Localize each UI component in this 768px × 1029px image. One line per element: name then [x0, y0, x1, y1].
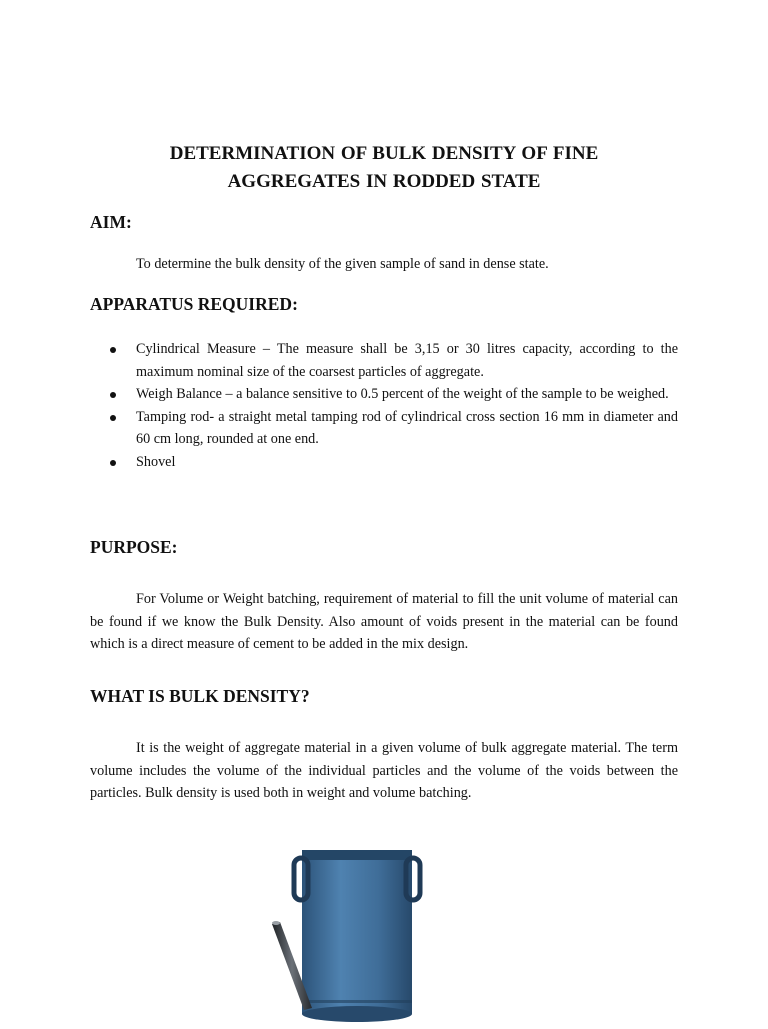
cylinder-body — [302, 850, 412, 1022]
aim-text — [90, 253, 678, 276]
list-item-text: Cylindrical Measure – The measure shall be 3,15 or 30 litres capacity, according to the maximum nominal size of the coarsest particles of aggregate. — [136, 341, 678, 380]
title-line-1: DETERMINATION OF BULK DENSITY OF FINE — [169, 143, 599, 164]
bullet-icon — [110, 460, 116, 466]
apparatus-heading: APPARATUS REQUIRED: — [90, 294, 298, 314]
bulk-density-text — [90, 737, 678, 805]
list-item-text: Shovel — [136, 453, 176, 470]
purpose-text-body: For Volume or Weight batching, requirement of material to fill the unit volume of material can be found if we know the Bulk Density. Also amount of voids present in the material can be found which is a direct measure of cement to be added in the mix design. — [90, 591, 678, 652]
list-item-text: Weigh Balance – a balance sensitive to 0.5 percent of the weight of the sample to be weighed. — [136, 386, 669, 402]
list-item — [110, 383, 678, 406]
page-title — [90, 140, 678, 196]
aim-text-body: To determine the bulk density of the given sample of sand in dense state. — [136, 256, 549, 272]
cylindrical-measure-image — [262, 850, 432, 1024]
list-item — [110, 406, 678, 451]
purpose-text — [90, 588, 678, 656]
bullet-icon — [110, 415, 116, 421]
purpose-heading: PURPOSE: — [90, 537, 178, 557]
list-item — [110, 338, 678, 383]
bullet-icon — [110, 347, 116, 353]
cylinder-and-rod-illustration — [262, 850, 432, 1024]
bulk-density-heading: WHAT IS BULK DENSITY? — [90, 686, 310, 706]
apparatus-list — [110, 338, 678, 473]
bulk-density-text-body: It is the weight of aggregate material in a given volume of bulk aggregate material. The term volume includes the volume of the individual particles and the volume of the voids between the particles. Bulk density is used both in weight and volume batching. — [90, 740, 678, 801]
aim-heading: AIM: — [90, 212, 132, 232]
list-item — [110, 451, 678, 474]
title-line-2: AGGREGATES IN RODDED STATE — [227, 171, 541, 192]
list-item-text: Tamping rod- a straight metal tamping rod of cylindrical cross section 16 mm in diameter and 60 cm long, rounded at one end. — [136, 408, 678, 447]
bullet-icon — [110, 392, 116, 398]
